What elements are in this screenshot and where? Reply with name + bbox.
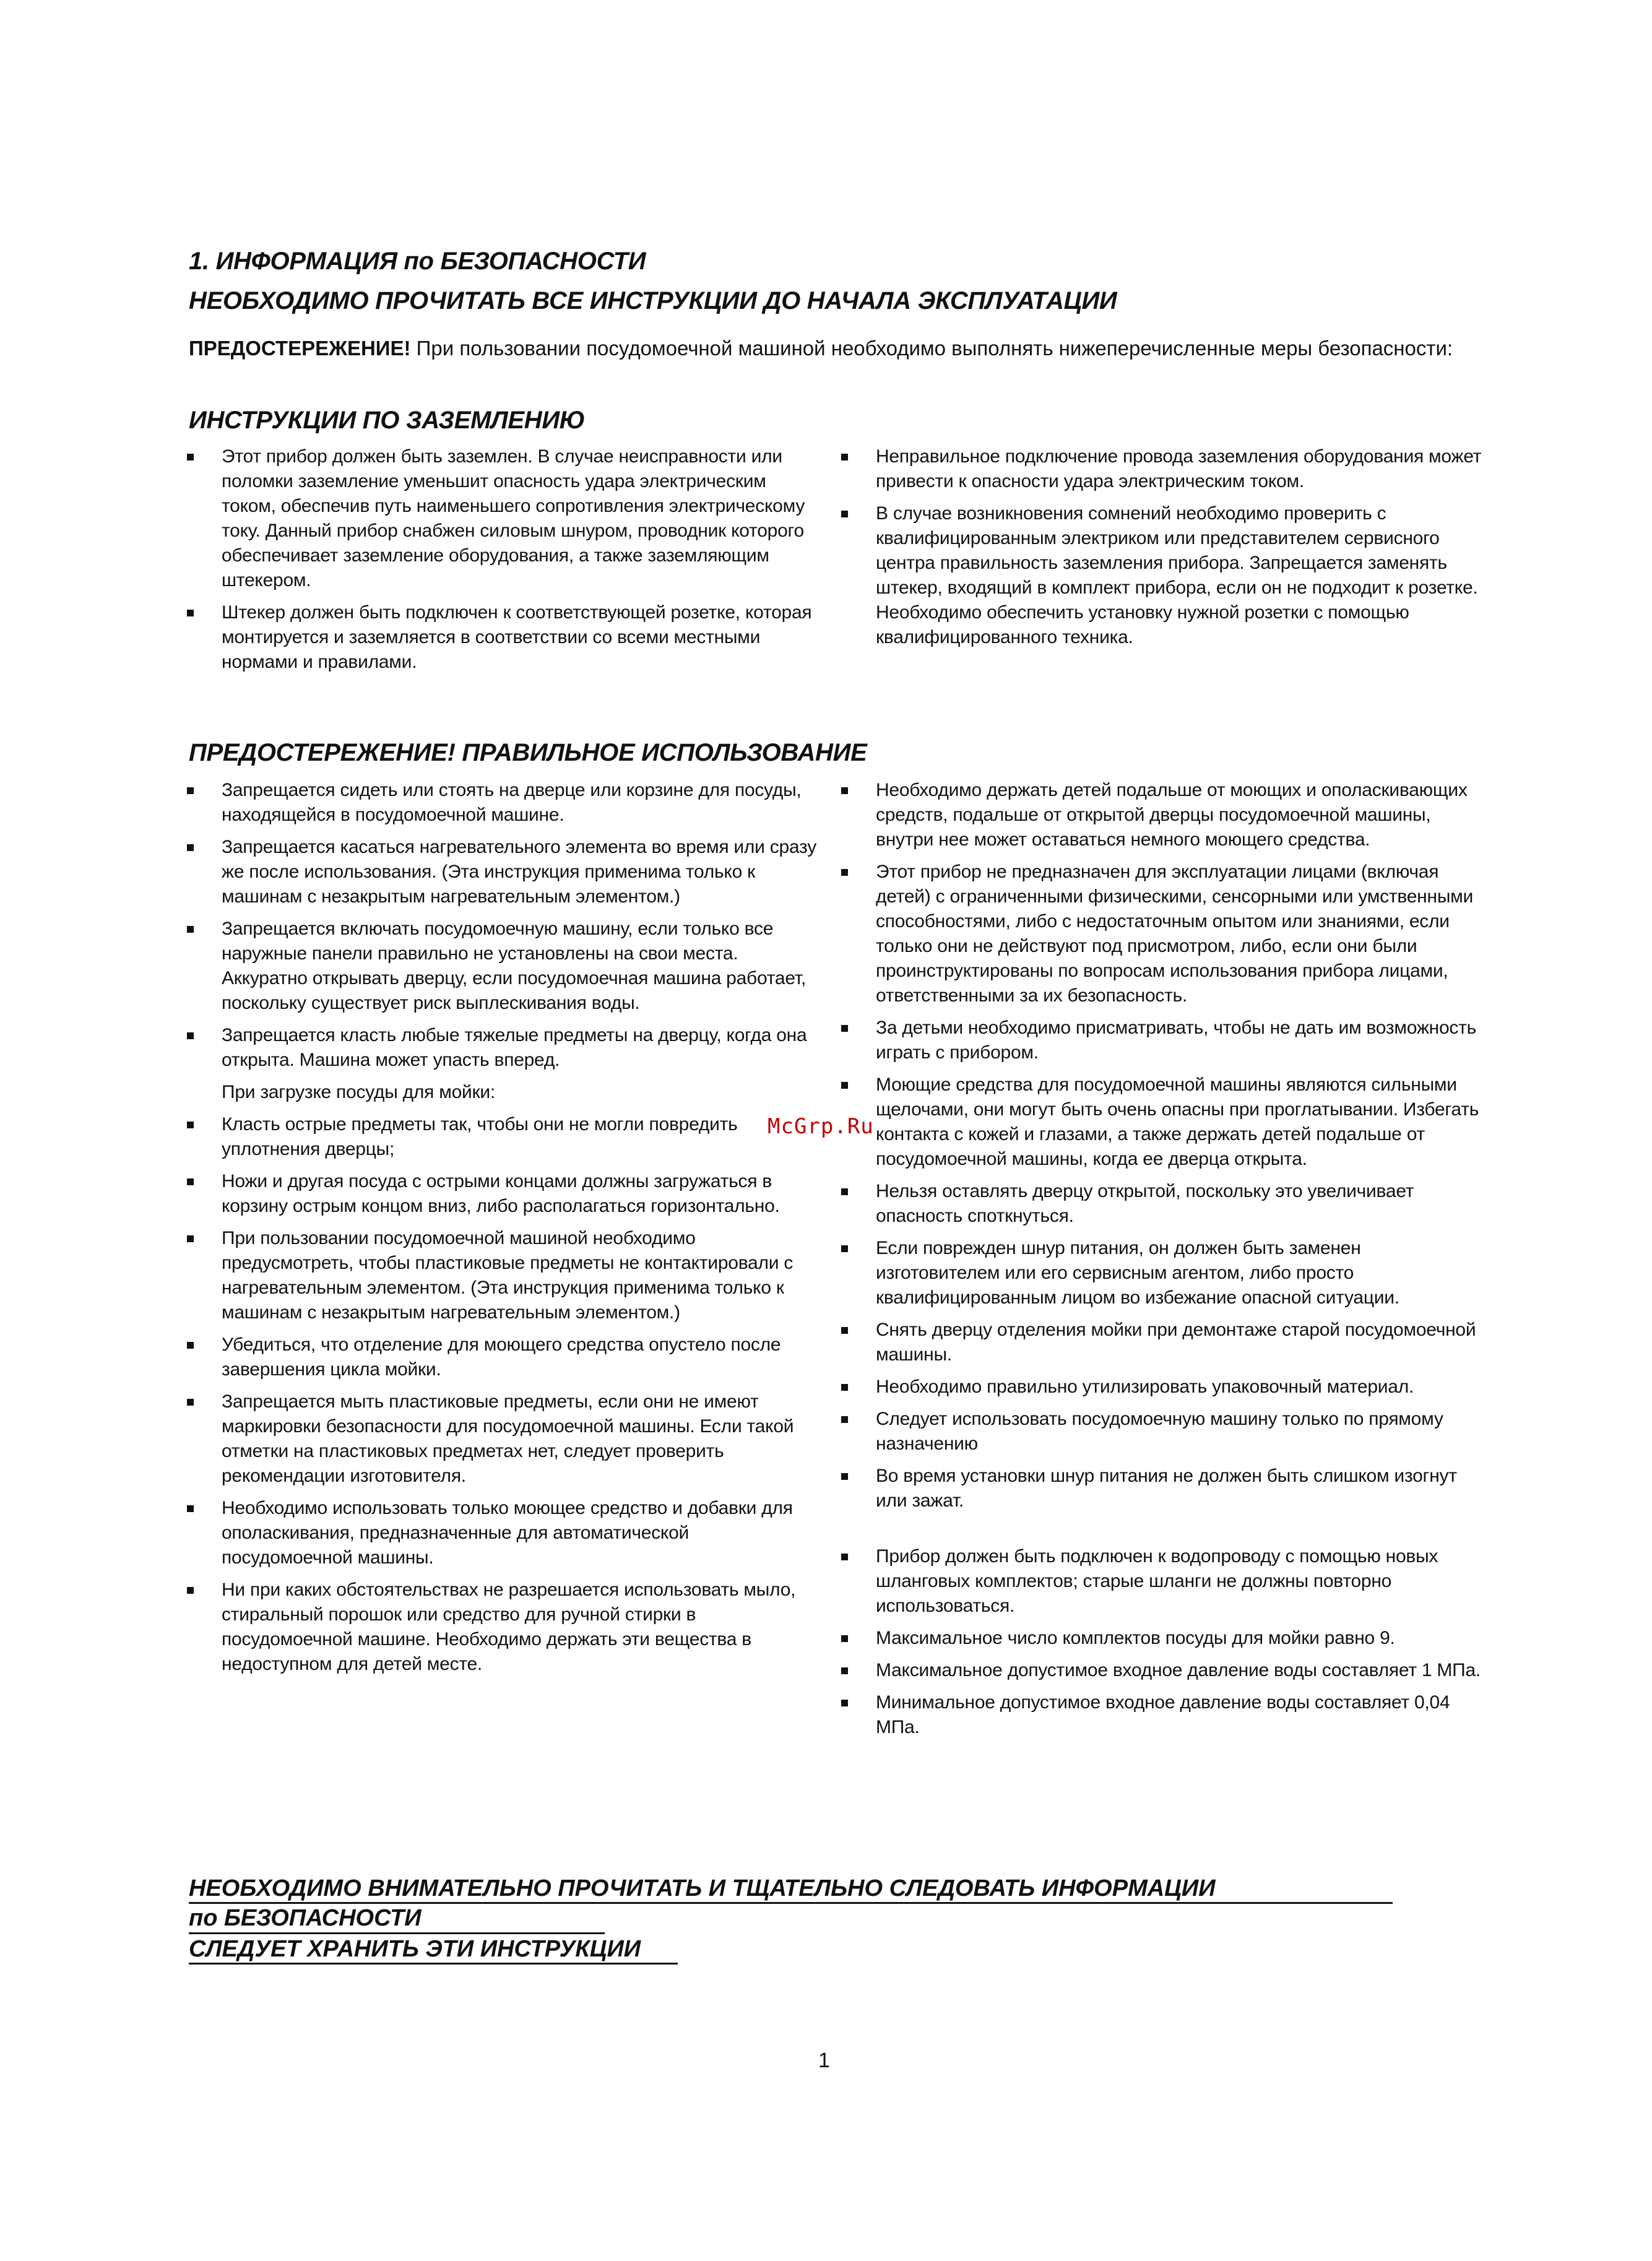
list-item: Ножи и другая посуда с острыми концами должны загружаться в корзину острым концом вниз, либо располагаться горизонтально. [186, 1169, 820, 1219]
list-item: Если поврежден шнур питания, он должен быть заменен изготовителем или его сервисным агентом, либо просто квалифицированным лицом во избежание опасной ситуации. [840, 1236, 1487, 1310]
list-item: Следует использовать посудомоечную машину только по прямому назначению [840, 1407, 1487, 1456]
square-bullet-icon [187, 1587, 194, 1594]
list-item: Запрещается класть любые тяжелые предметы на дверцу, когда она открыта. Машина может упасть вперед. [186, 1023, 820, 1073]
list-item: Убедиться, что отделение для моющего средства опустело после завершения цикла мойки. [186, 1333, 820, 1382]
square-bullet-icon [187, 1505, 194, 1512]
square-bullet-icon [187, 1399, 194, 1406]
page-number: 1 [818, 2049, 830, 2072]
square-bullet-icon [841, 1667, 848, 1674]
list-item: Запрещается включать посудомоечную машину, если только все наружные панели правильно не установлены на свои места. Аккуратно открывать дверцу, если посудомоечная машина работает, поскольку существует риск выплескивания воды. [186, 917, 820, 1016]
square-bullet-icon [841, 1554, 848, 1560]
square-bullet-icon [187, 844, 194, 851]
read-all-instructions-heading: НЕОБХОДИМО ПРОЧИТАТЬ ВСЕ ИНСТРУКЦИИ ДО НАЧАЛА ЭКСПЛУАТАЦИИ [189, 287, 1117, 314]
square-bullet-icon [187, 926, 194, 933]
list-item: Моющие средства для посудомоечной машины являются сильными щелочами, они могут быть очень опасны при проглатывании. Избегать контакта с кожей и глазами, а также держать детей подальше от посудомоечной машины, когда ее дверца открыта. [840, 1073, 1487, 1172]
list-item: Прибор должен быть подключен к водопроводу с помощью новых шланговых комплектов; старые шланги не должны повторно использоваться. [840, 1544, 1487, 1619]
grounding-left-column [186, 444, 820, 682]
square-bullet-icon [187, 454, 194, 460]
watermark-text: McGrp.Ru [768, 1114, 874, 1139]
footer-warning-line2: по БЕЗОПАСНОСТИ [189, 1905, 422, 1931]
list-item: Минимальное допустимое входное давление воды составляет 0,04 МПа. [840, 1690, 1487, 1740]
square-bullet-icon [841, 787, 848, 794]
list-item: Ни при каких обстоятельствах не разрешается использовать мыло, стиральный порошок или средство для ручной стирки в посудомоечной машине. Необходимо держать эти вещества в недоступном для детей месте. [186, 1578, 820, 1677]
list-item: Необходимо правильно утилизировать упаковочный материал. [840, 1375, 1487, 1399]
footer-keep-instructions: СЛЕДУЕТ ХРАНИТЬ ЭТИ ИНСТРУКЦИИ [189, 1936, 641, 1962]
intro-warning-label: ПРЕДОСТЕРЕЖЕНИЕ! [189, 337, 411, 360]
square-bullet-icon [841, 1700, 848, 1706]
square-bullet-icon [841, 1082, 848, 1089]
square-bullet-icon [187, 1342, 194, 1349]
usage-right-column [840, 778, 1487, 1747]
usage-left-column [186, 778, 820, 1684]
list-item: Этот прибор не предназначен для эксплуатации лицами (включая детей) с ограниченными физическими, сенсорными или умственными способностями, либо с недостаточным опытом или знаниями, если только они не действуют под присмотром, либо, если они были проинструктированы по вопросам использования прибора лицами, ответственными за их безопасность. [840, 860, 1487, 1008]
grounding-right-column [840, 444, 1487, 657]
grounding-heading: ИНСТРУКЦИИ ПО ЗАЗЕМЛЕНИЮ [189, 407, 586, 434]
square-bullet-icon [841, 1025, 848, 1032]
list-item: Максимальное число комплектов посуды для мойки равно 9. [840, 1626, 1487, 1651]
square-bullet-icon [187, 610, 194, 616]
list-item: Запрещается сидеть или стоять на дверце или корзине для посуды, находящейся в посудомоечной машине. [186, 778, 820, 828]
list-item: Класть острые предметы так, чтобы они не могли повредить уплотнения дверцы; [186, 1112, 820, 1162]
list-item: Во время установки шнур питания не должен быть слишком изогнут или зажат. [840, 1464, 1487, 1513]
square-bullet-icon [841, 1327, 848, 1334]
list-item: Необходимо использовать только моющее средство и добавки для ополаскивания, предназначенные для автоматической посудомоечной машины. [186, 1496, 820, 1570]
square-bullet-icon [841, 869, 848, 876]
list-item: Максимальное допустимое входное давление воды составляет 1 МПа. [840, 1658, 1487, 1683]
footer-underline-2 [189, 1932, 605, 1934]
square-bullet-icon [841, 1384, 848, 1391]
square-bullet-icon [841, 1473, 848, 1480]
square-bullet-icon [841, 1245, 848, 1252]
list-item: Необходимо держать детей подальше от моющих и ополаскивающих средств, подальше от открытой дверцы посудомоечной машины, внутри нее может оставаться немного моющего средства. [840, 778, 1487, 852]
square-bullet-icon [187, 1235, 194, 1242]
intro-warning-text: При пользовании посудомоечной машиной необходимо выполнять нижеперечисленные меры безопасности: [410, 337, 1453, 360]
square-bullet-icon [841, 454, 848, 460]
footer-underline-3 [189, 1963, 678, 1965]
square-bullet-icon [841, 511, 848, 517]
usage-heading: ПРЕДОСТЕРЕЖЕНИЕ! ПРАВИЛЬНОЕ ИСПОЛЬЗОВАНИЕ [189, 739, 867, 766]
list-item: Снять дверцу отделения мойки при демонтаже старой посудомоечной машины. [840, 1318, 1487, 1367]
list-item: Штекер должен быть подключен к соответствующей розетке, которая монтируется и заземляется в соответствии со всеми местными нормами и правилами. [186, 600, 820, 675]
section-title: 1. ИНФОРМАЦИЯ по БЕЗОПАСНОСТИ [189, 248, 646, 275]
list-item: Этот прибор должен быть заземлен. В случае неисправности или поломки заземление уменьшит опасность удара электрическим током, обеспечив путь наименьшего сопротивления электрическому току. Данный прибор снабжен силовым шнуром, проводник которого обеспечивает заземление оборудования, а также заземляющим штекером. [186, 444, 820, 593]
list-item: Запрещается мыть пластиковые предметы, если они не имеют маркировки безопасности для посудомоечной машины. Если такой отметки на пластиковых предметах нет, следует проверить рекомендации изготовителя. [186, 1390, 820, 1489]
list-item: В случае возникновения сомнений необходимо проверить с квалифицированным электриком или представителем сервисного центра правильность заземления прибора. Запрещается заменять штекер, входящий в комплект прибора, если он не подходит к розетке. Необходимо обеспечить установку нужной розетки с помощью квалифицированного техника. [840, 501, 1487, 650]
list-item: За детьми необходимо присматривать, чтобы не дать им возможность играть с прибором. [840, 1016, 1487, 1065]
square-bullet-icon [841, 1635, 848, 1642]
list-item: Нельзя оставлять дверцу открытой, поскольку это увеличивает опасность споткнуться. [840, 1179, 1487, 1229]
square-bullet-icon [187, 1178, 194, 1185]
square-bullet-icon [841, 1188, 848, 1195]
square-bullet-icon [841, 1416, 848, 1423]
list-item: Неправильное подключение провода заземления оборудования может привести к опасности удара электрическим током. [840, 444, 1487, 494]
loading-note: При загрузке посуды для мойки: [222, 1082, 496, 1102]
square-bullet-icon [187, 787, 194, 794]
list-item: Запрещается касаться нагревательного элемента во время или сразу же после использования. (Эта инструкция применима только к машинам с незакрытым нагревательным элементом.) [186, 835, 820, 909]
square-bullet-icon [187, 1032, 194, 1039]
intro-warning [189, 335, 1482, 361]
list-item: При пользовании посудомоечной машиной необходимо предусмотреть, чтобы пластиковые предметы не контактировали с нагревательным элементом. (Эта инструкция применима только к машинам с незакрытым нагревательным элементом.) [186, 1226, 820, 1325]
footer-warning-line1: НЕОБХОДИМО ВНИМАТЕЛЬНО ПРОЧИТАТЬ И ТЩАТЕЛЬНО СЛЕДОВАТЬ ИНФОРМАЦИИ [189, 1875, 1216, 1901]
square-bullet-icon [187, 1122, 194, 1128]
